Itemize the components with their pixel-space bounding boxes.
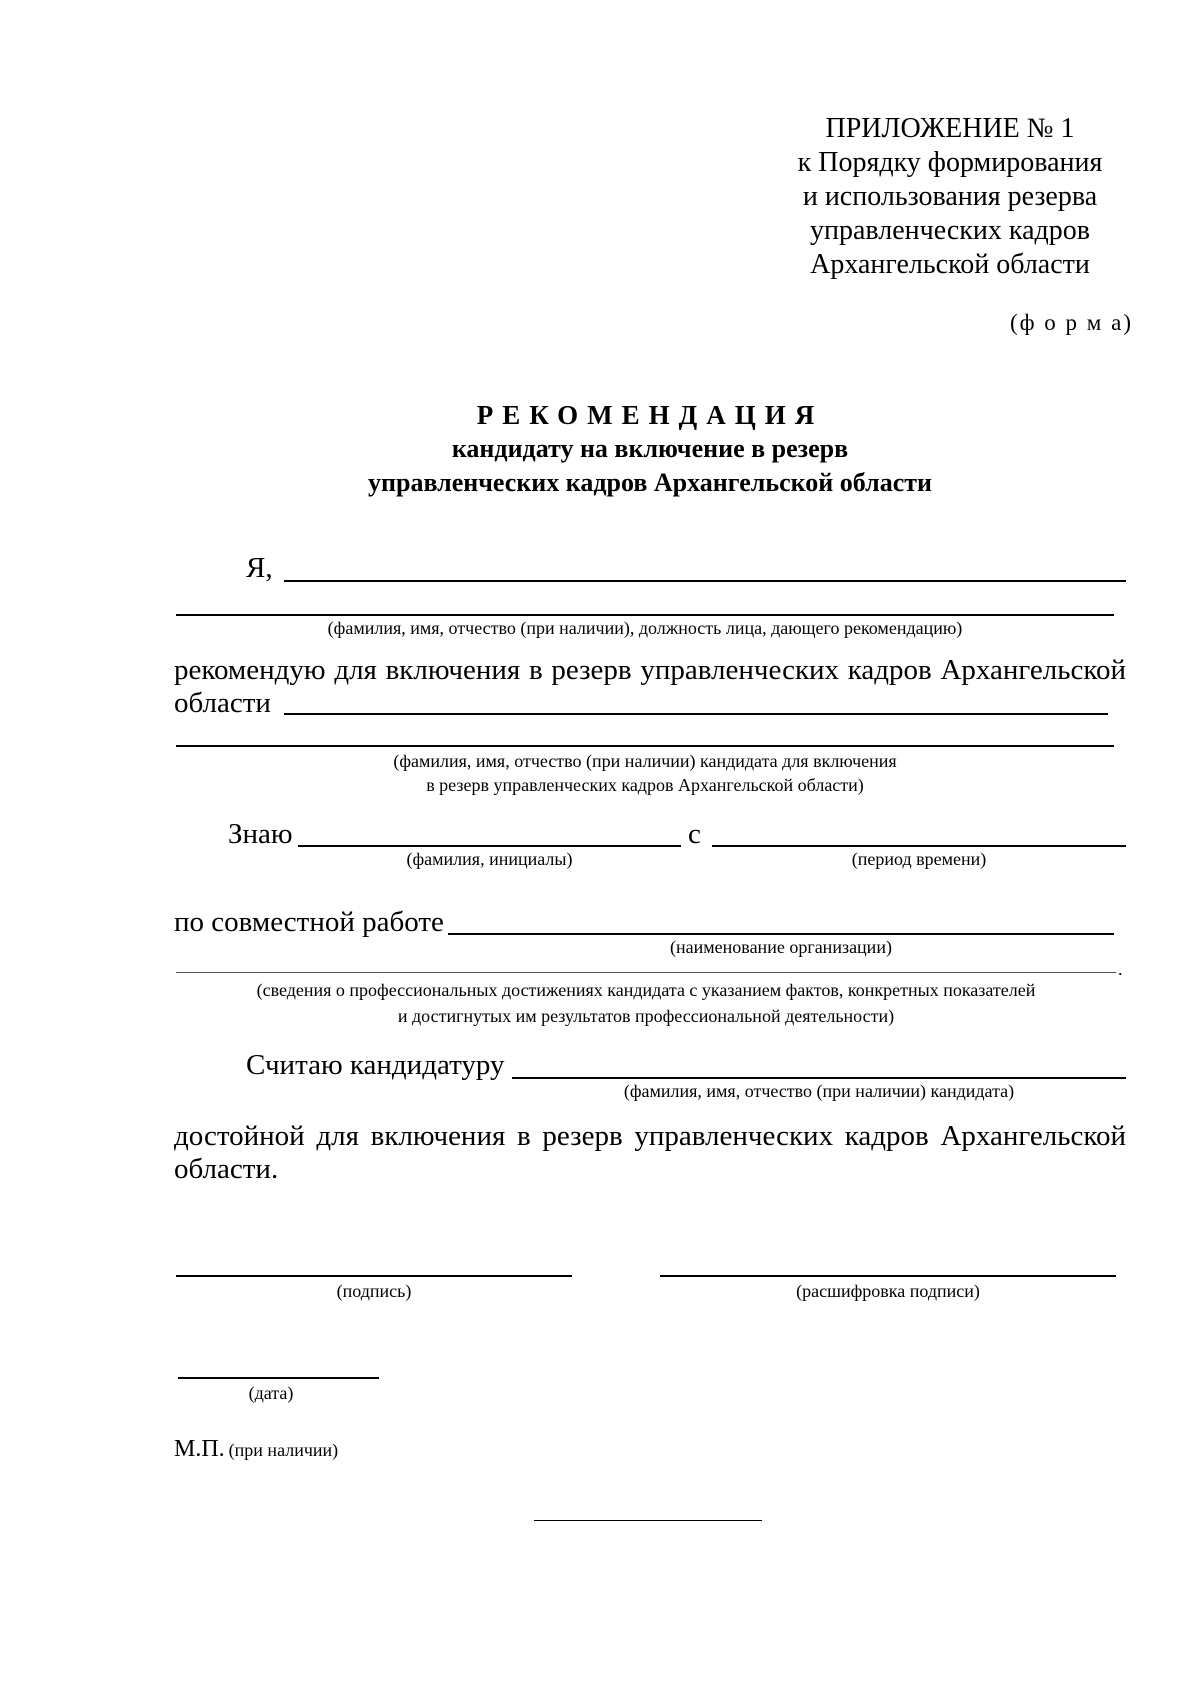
document-title <box>300 398 1000 500</box>
candidate-name-hint: (фамилия, имя, отчество (при наличии) кандидата) <box>623 1081 1015 1101</box>
title-subtitle-2: управленческих кадров Архангельской области <box>368 468 932 497</box>
initials-hint: (фамилия, инициалы) <box>406 849 573 869</box>
recommender-field-line-1[interactable] <box>284 580 1126 582</box>
stamp-place <box>174 1436 338 1463</box>
signature-hint: (подпись) <box>336 1281 412 1301</box>
worthy-text: достойной для включения в резерв управленческих кадров Архангельской <box>174 1120 1126 1152</box>
achievements-hint-2: и достигнутых им результатов профессиональной деятельности) <box>397 1006 895 1026</box>
candidate-name-field-line[interactable] <box>512 1077 1126 1079</box>
candidate-hint-1: (фамилия, имя, отчество (при наличии) кандидата для включения <box>393 751 897 771</box>
achievements-hint-1: (сведения о профессиональных достижениях кандидата с указанием фактов, конкретных показателей <box>256 980 1036 1000</box>
consider-label: Считаю кандидатуру <box>246 1049 505 1081</box>
appendix-header <box>760 112 1140 282</box>
appendix-line-2: к Порядку формирования <box>797 147 1103 178</box>
recommend-text: рекомендую для включения в резерв управленческих кадров Архангельской <box>174 654 1126 686</box>
achievements-field-line[interactable] <box>176 972 1116 973</box>
oblasti-label: области <box>174 687 271 719</box>
ya-label: Я, <box>246 552 273 584</box>
form-label: (ф о р м а) <box>1010 310 1133 335</box>
date-field-line[interactable] <box>178 1377 379 1379</box>
mp-label: М.П. <box>174 1436 225 1462</box>
title-subtitle-1: кандидату на включение в резерв <box>451 434 849 463</box>
joint-work-label: по совместной работе <box>174 906 444 938</box>
recommender-field-line-2[interactable] <box>176 614 1114 616</box>
achievements-dot: . <box>1118 959 1123 979</box>
closing-separator-line <box>534 1520 762 1521</box>
period-hint: (период времени) <box>851 849 987 869</box>
title-main: РЕКОМЕНДАЦИЯ <box>476 400 824 430</box>
appendix-line-3: и использования резерва <box>802 181 1098 212</box>
period-field-line[interactable] <box>712 845 1126 847</box>
znayu-label: Знаю <box>228 818 293 850</box>
recommender-hint: (фамилия, имя, отчество (при наличии), должность лица, дающего рекомендацию) <box>327 618 963 638</box>
worthy-end: области. <box>174 1153 279 1185</box>
candidate-field-line-1[interactable] <box>284 713 1108 715</box>
initials-field-line[interactable] <box>298 845 681 847</box>
mp-hint: (при наличии) <box>228 1440 339 1460</box>
organization-field-line[interactable] <box>448 933 1114 935</box>
signature-field-line[interactable] <box>176 1275 572 1277</box>
decoding-field-line[interactable] <box>660 1275 1116 1277</box>
appendix-line-1: ПРИЛОЖЕНИЕ № 1 <box>825 113 1075 144</box>
decoding-hint: (расшифровка подписи) <box>796 1281 980 1301</box>
date-hint: (дата) <box>248 1383 294 1403</box>
candidate-hint-2: в резерв управленческих кадров Архангельской области) <box>426 775 864 795</box>
organization-hint: (наименование организации) <box>670 937 892 957</box>
appendix-line-4: управленческих кадров <box>810 215 1090 246</box>
s-label: с <box>688 818 701 850</box>
appendix-line-5: Архангельской области <box>810 249 1090 280</box>
candidate-field-line-2[interactable] <box>176 745 1114 747</box>
